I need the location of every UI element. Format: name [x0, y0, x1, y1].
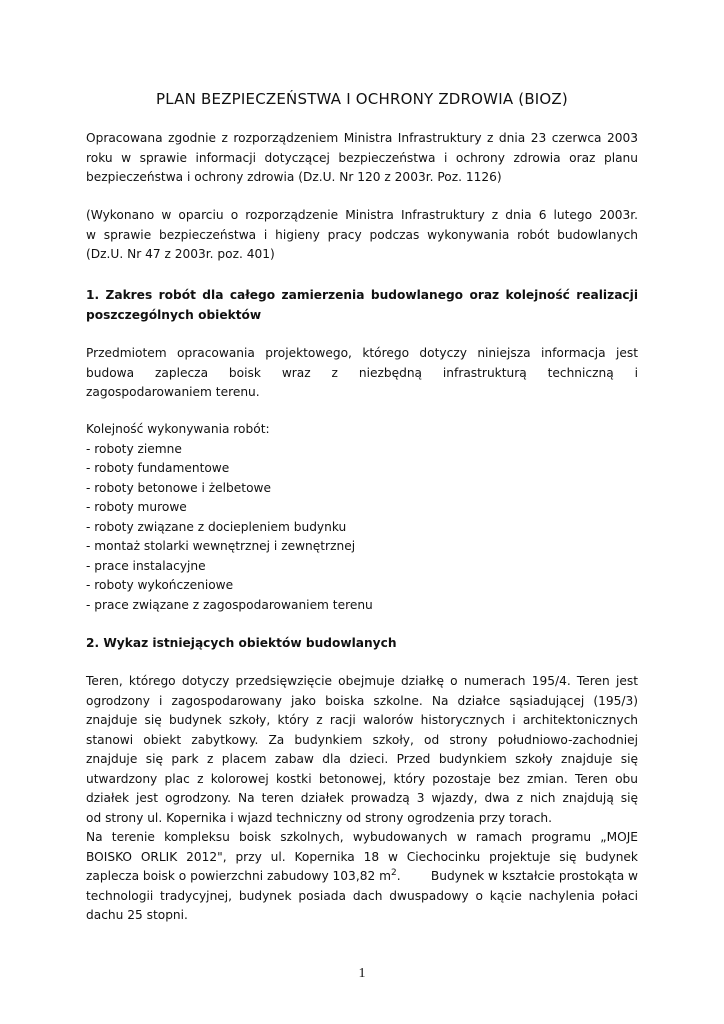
section-1-heading	[86, 286, 638, 325]
text-line: dachu 25 stopni.	[86, 908, 188, 922]
heading-line: poszczególnych obiektów	[86, 307, 262, 322]
text-line: od strony ul. Kopernika i wjazd techniczny od strony ogrodzenia przy torach.	[86, 810, 552, 825]
text-line: Opracowana zgodnie z rozporządzeniem Ministra Infrastruktury z dnia 23 czerwca 2003	[86, 131, 638, 145]
text-line: w sprawie bezpieczeństwa i higieny pracy podczas wykonywania robót budowlanych	[86, 227, 638, 242]
text-line: zagospodarowaniem terenu.	[86, 385, 260, 399]
text-line: znajduje się park z placem zabaw dla dzieci. Przed budynkiem szkoły znajduje się	[86, 752, 638, 766]
text-line: Na terenie kompleksu boisk szkolnych, wybudowanych w ramach programu „MOJE	[86, 830, 638, 844]
heading-line: 2. Wykaz istniejących obiektów budowlanych	[86, 636, 397, 650]
page-number: 1	[358, 966, 366, 981]
list-item: - prace związane z zagospodarowaniem terenu	[86, 597, 373, 612]
list-item: - roboty wykończeniowe	[86, 578, 234, 592]
area-text	[86, 867, 401, 887]
list-item: - montaż stolarki wewnętrznej i zewnętrznej	[86, 539, 356, 553]
superscript: 2	[390, 867, 397, 878]
section-2-paragraph	[86, 672, 638, 926]
note-paragraph	[86, 206, 638, 265]
list-item: - roboty murowe	[86, 500, 187, 514]
text-line: BOISKO ORLIK 2012", przy ul. Kopernika 18 w Ciechocinku projektuje się budynek	[86, 849, 638, 864]
section-1-paragraph	[86, 344, 638, 403]
text-line: bezpieczeństwa i ochrony zdrowia (Dz.U. Nr 120 z 2003r. Poz. 1126)	[86, 170, 502, 184]
text-line: działek jest ogrodzony. Na teren działek prowadzą 3 wjazdy, dwa z nich znajdują się	[86, 791, 638, 805]
text-line: utwardzony plac z kolorowej kostki betonowej, który pozostaje bez zmian. Teren obu	[86, 771, 638, 786]
text-line: roku w sprawie informacji dotyczącej bezpieczeństwa i ochrony zdrowia oraz planu	[86, 150, 638, 165]
list-item: - roboty fundamentowe	[86, 461, 230, 475]
list-title: Kolejność wykonywania robót:	[86, 422, 270, 436]
text-line: (Dz.U. Nr 47 z 2003r. poz. 401)	[86, 247, 275, 261]
list-item: - roboty związane z dociepleniem budynku	[86, 519, 347, 534]
section-2-heading	[86, 634, 638, 654]
text-line: Przedmiotem opracowania projektowego, którego dotyczy niniejsza informacja jest	[86, 346, 638, 360]
text-line: znajduje się budynek szkoły, który z racji walorów historycznych i architektonicznych	[86, 713, 638, 727]
work-order-list	[86, 420, 638, 615]
text-line: ogrodzony i zagospodarowany jako boiska szkolne. Na działce sąsiadującej (195/3)	[86, 693, 638, 708]
text-fragment: Budynek w kształcie prostokąta w	[430, 869, 638, 883]
text-line: technologii tradycyjnej, budynek posiada dach dwuspadowy o kącie nachylenia połaci	[86, 888, 638, 903]
heading-line: 1. Zakres robót dla całego zamierzenia budowlanego oraz kolejność realizacji	[86, 288, 638, 302]
text-line-with-superscript	[86, 867, 638, 887]
period: .	[396, 869, 401, 883]
list-item: - prace instalacyjne	[86, 558, 206, 573]
list-item: - roboty betonowe i żelbetowe	[86, 480, 271, 495]
text-line: stanowi obiekt zabytkowy. Za budynkiem szkoły, od strony południowo-zachodniej	[86, 732, 638, 747]
area-value: zaplecza boisk o powierzchni zabudowy 103,82 m	[86, 869, 391, 883]
list-item: - roboty ziemne	[86, 441, 182, 456]
intro-paragraph	[86, 129, 638, 188]
text-line: Teren, którego dotyczy przedsięwzięcie obejmuje działkę o numerach 195/4. Teren jest	[86, 674, 638, 688]
text-line: budowa zaplecza boisk wraz z niezbędną infrastrukturą techniczną i	[86, 365, 638, 380]
document-title: PLAN BEZPIECZEŃSTWA I OCHRONY ZDROWIA (BIOZ)	[156, 90, 568, 108]
text-line: (Wykonano w oparciu o rozporządzenie Ministra Infrastruktury z dnia 6 lutego 2003r.	[86, 208, 638, 222]
